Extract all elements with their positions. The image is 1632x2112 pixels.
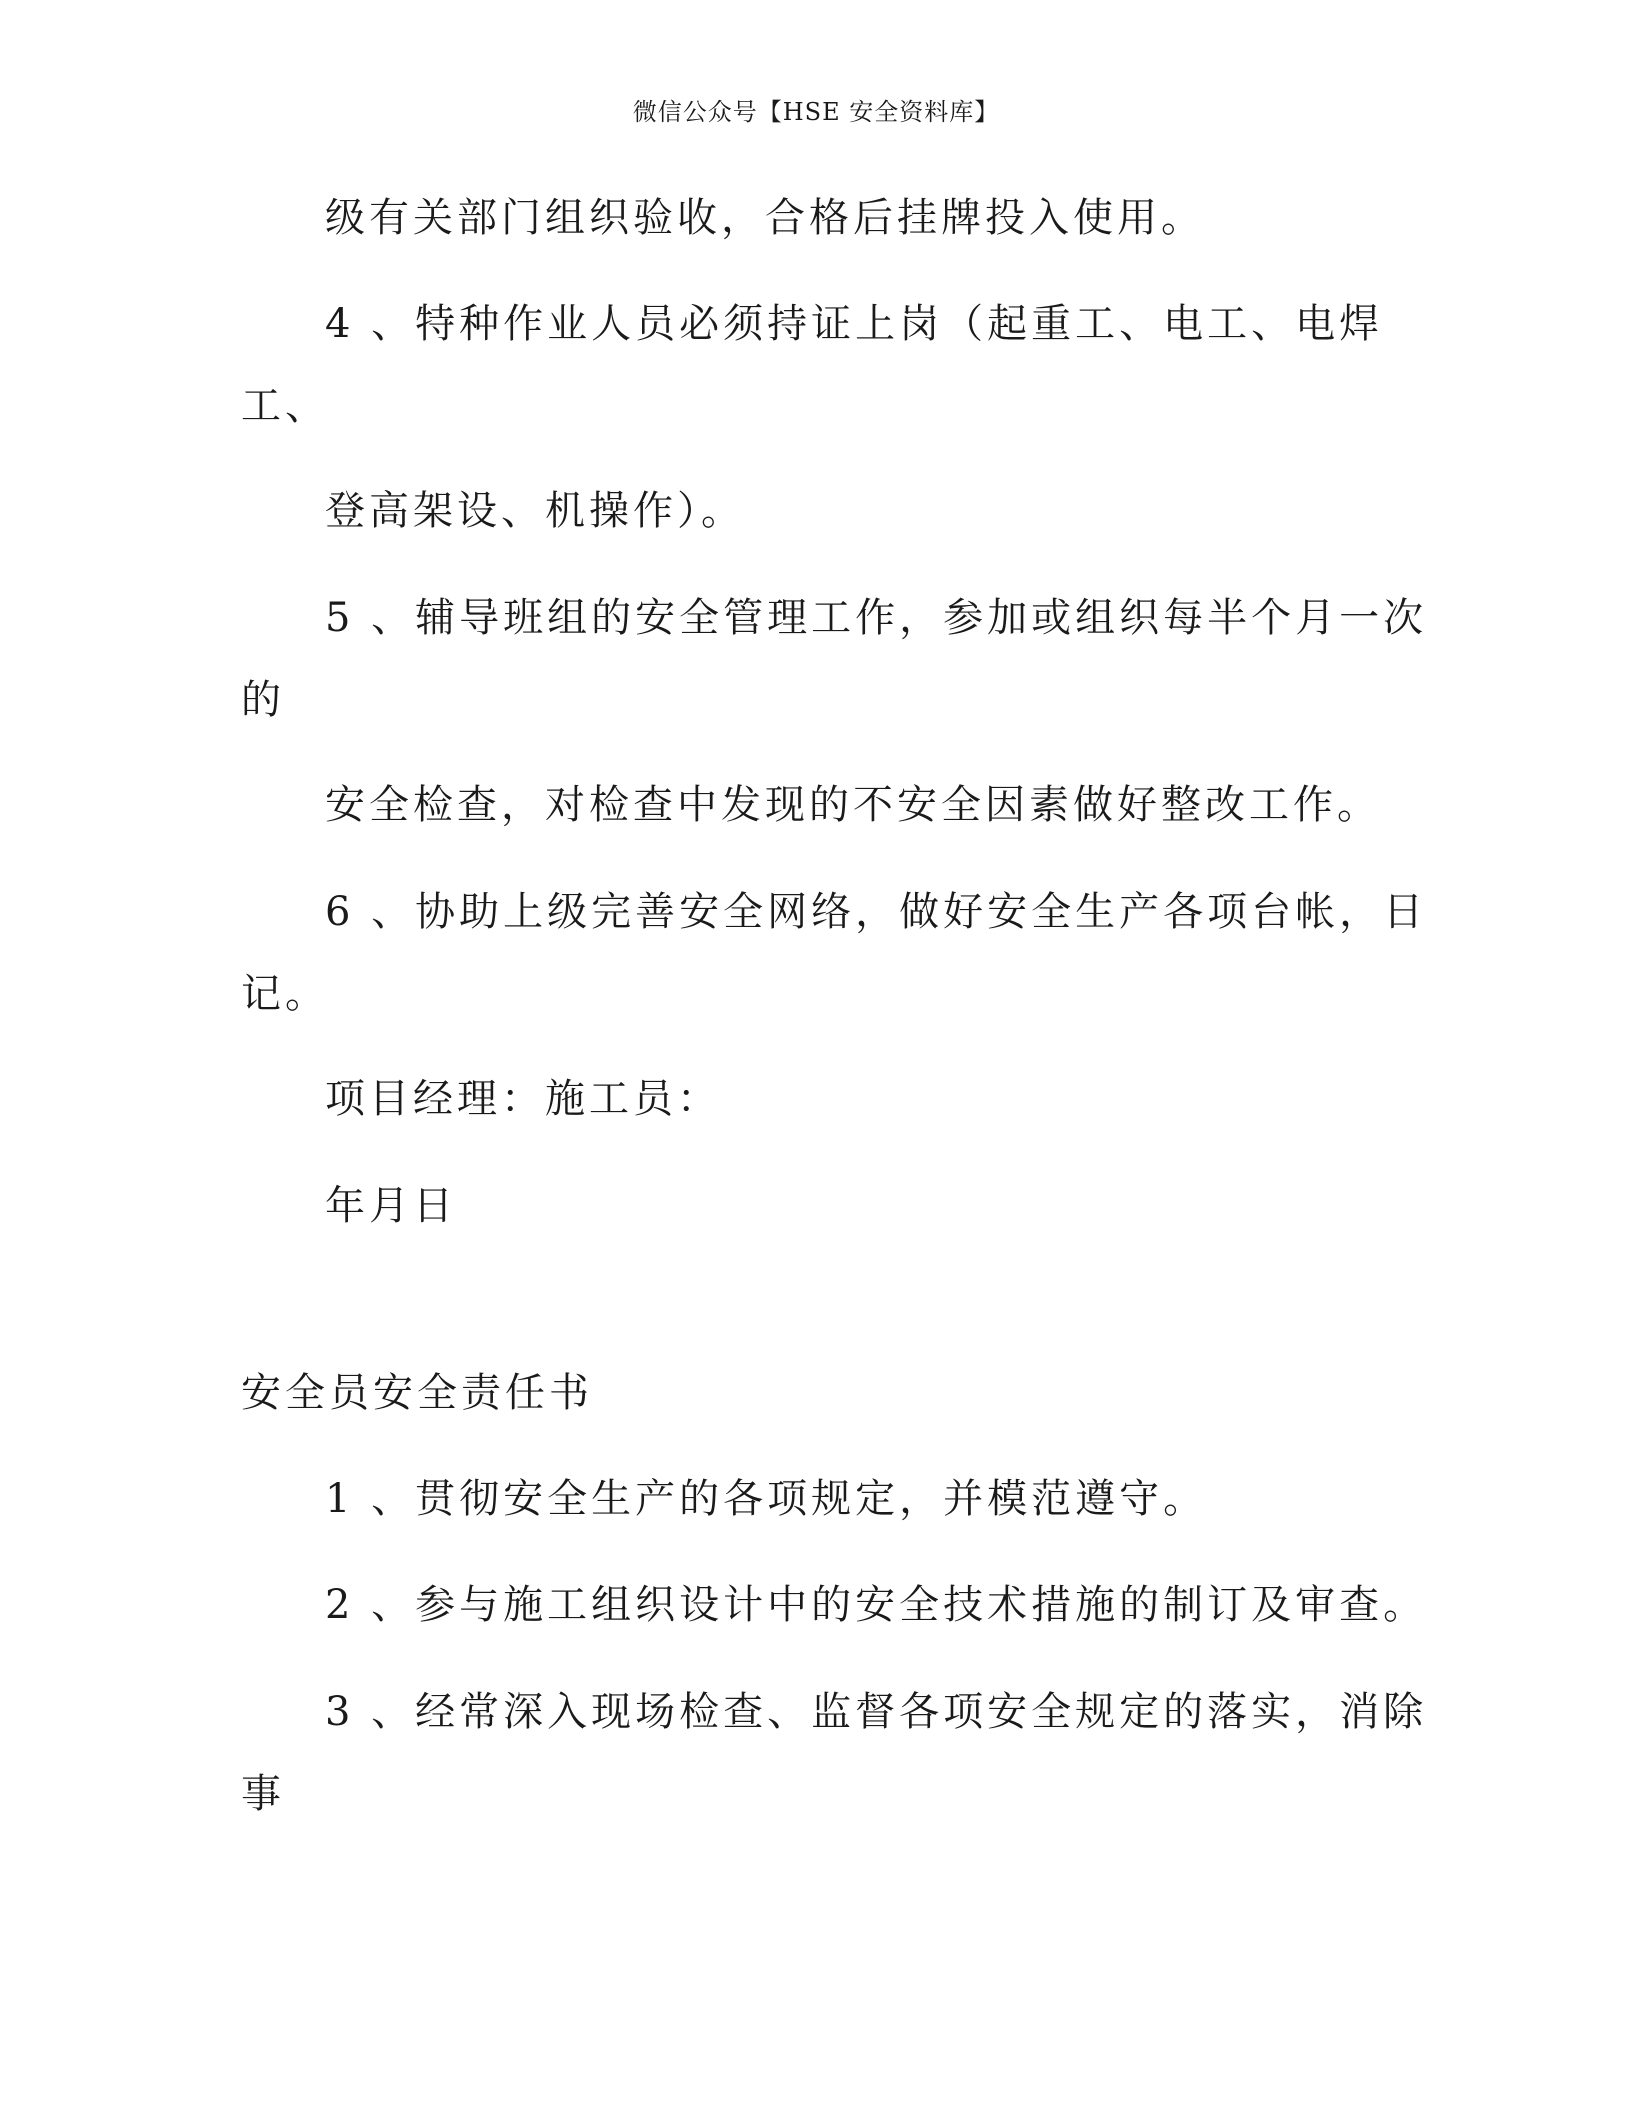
text-line: 的 bbox=[241, 677, 285, 723]
text-line: 项目经理：施工员： bbox=[325, 1076, 721, 1122]
text-line: 4 、特种作业人员必须持证上岗（起重工、电工、电焊 bbox=[325, 301, 1384, 347]
text-line: 1 、贯彻安全生产的各项规定，并模范遵守。 bbox=[325, 1476, 1208, 1522]
text-line: 年月日 bbox=[325, 1183, 457, 1229]
text-line: 登高架设、机操作）。 bbox=[325, 488, 745, 534]
text-line: 事 bbox=[241, 1771, 285, 1817]
text-line: 安全检查，对检查中发现的不安全因素做好整改工作。 bbox=[325, 782, 1381, 828]
text-line: 2 、参与施工组织设计中的安全技术措施的制订及审查。 bbox=[325, 1582, 1428, 1628]
page-header: 微信公众号【HSE 安全资料库】 bbox=[632, 98, 1000, 126]
text-line: 5 、辅导班组的安全管理工作，参加或组织每半个月一次 bbox=[325, 595, 1428, 641]
text-line: 3 、经常深入现场检查、监督各项安全规定的落实，消除 bbox=[325, 1689, 1428, 1735]
text-line: 6 、协助上级完善安全网络，做好安全生产各项台帐，日 bbox=[325, 889, 1428, 935]
text-line: 记。 bbox=[241, 971, 329, 1017]
section-title: 安全员安全责任书 bbox=[241, 1370, 593, 1416]
text-line: 级有关部门组织验收，合格后挂牌投入使用。 bbox=[325, 195, 1205, 241]
text-line: 工、 bbox=[241, 383, 329, 429]
